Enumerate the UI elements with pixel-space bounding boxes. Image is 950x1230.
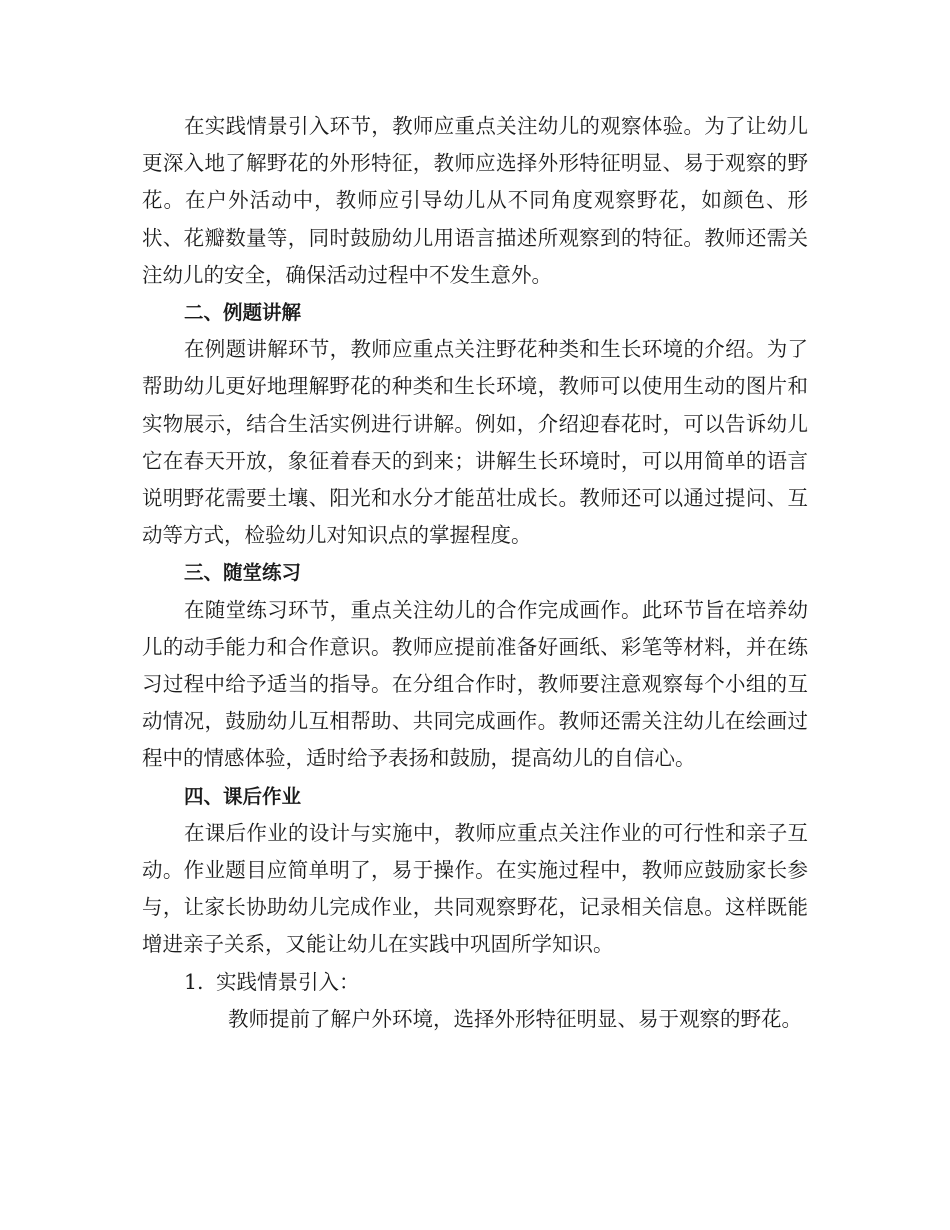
heading-homework: 四、课后作业 [184, 784, 302, 808]
heading-example-explanation: 二、例题讲解 [184, 301, 302, 325]
document-body [142, 108, 808, 1038]
heading-class-practice: 三、随堂练习 [184, 561, 302, 585]
list-item-1-body: 教师提前了解户外环境，选择外形特征明显、易于观察的野花。 [228, 1006, 802, 1031]
paragraph-example-explanation: 在例题讲解环节，教师应重点关注野花种类和生长环境的介绍。为了帮助幼儿更好地理解野花的种类和生长环境，教师可以使用生动的图片和实物展示，结合生活实例进行讲解。例如，介绍迎春花时，可以告诉幼儿它在春天开放，象征着春天的到来；讲解生长环境时，可以用简单的语言说明野花需要土壤、阳光和水分才能茁壮成长。教师还可以通过提问、互动等方式，检验幼儿对知识点的掌握程度。 [142, 337, 808, 548]
list-item-number: 1. [184, 969, 204, 994]
paragraph-class-practice: 在随堂练习环节，重点关注幼儿的合作完成画作。此环节旨在培养幼儿的动手能力和合作意识。教师应提前准备好画纸、彩笔等材料，并在练习过程中给予适当的指导。在分组合作时，教师要注意观察每个小组的互动情况，鼓励幼儿互相帮助、共同完成画作。教师还需关注幼儿在绘画过程中的情感体验，适时给予表扬和鼓励，提高幼儿的自信心。 [142, 597, 808, 771]
list-item-1 [142, 964, 808, 1001]
paragraph-homework: 在课后作业的设计与实施中，教师应重点关注作业的可行性和亲子互动。作业题目应简单明了，易于操作。在实施过程中，教师应鼓励家长参与，让家长协助幼儿完成作业，共同观察野花，记录相关信息。这样既能增进亲子关系，又能让幼儿在实践中巩固所学知识。 [142, 820, 808, 957]
paragraph-practice-intro: 在实践情景引入环节，教师应重点关注幼儿的观察体验。为了让幼儿更深入地了解野花的外形特征，教师应选择外形特征明显、易于观察的野花。在户外活动中，教师应引导幼儿从不同角度观察野花，如颜色、形状、花瓣数量等，同时鼓励幼儿用语言描述所观察到的特征。教师还需关注幼儿的安全，确保活动过程中不发生意外。 [142, 114, 808, 287]
list-item-title: 实践情景引入： [216, 969, 360, 994]
